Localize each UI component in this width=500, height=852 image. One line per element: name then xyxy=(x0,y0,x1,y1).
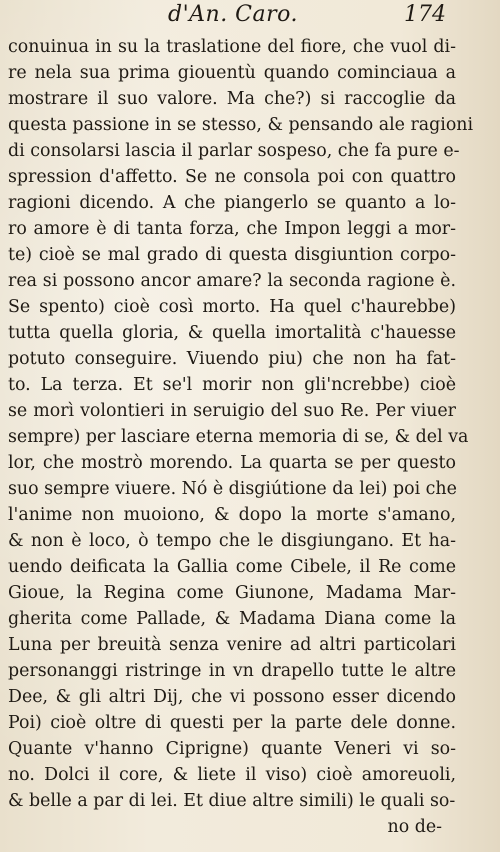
text-line: tutta quella gloria, & quella imortalità c'hauesse xyxy=(8,323,456,343)
text-line: Gioue, la Regina come Giunone, Madama Mar- xyxy=(8,583,456,603)
text-line: Luna per breuità senza venire ad altri particolari xyxy=(8,635,456,655)
text-line: mostrare il suo valore. Ma che?) si raccoglie da xyxy=(8,89,456,109)
text-line: personanggi ristringe in vn drapello tutte le altre xyxy=(8,661,456,681)
text-line: questa passione in se stesso, & pensando ale ragioni xyxy=(8,115,474,135)
text-line: no. Dolci il core, & liete il viso) cioè amoreuoli, xyxy=(8,765,456,785)
text-line: spression d'affetto. Se ne consola poi con quattro xyxy=(8,167,456,187)
text-line: gherita come Pallade, & Madama Diana come la xyxy=(8,609,456,629)
text-line: to. La terza. Et se'l morir non gli'ncrebbe) cioè xyxy=(8,375,456,395)
text-line: Poi) cioè oltre di questi per la parte dele donne. xyxy=(8,713,456,733)
text-line: rea si possono ancor amare? la seconda ragione è. xyxy=(8,271,456,291)
text-line: Dee, & gli altri Dij, che vi possono esser dicendo xyxy=(8,687,456,707)
text-line: uendo deificata la Gallia come Cibele, il Re come xyxy=(8,557,456,577)
text-line: l'anime non muoiono, & dopo la morte s'amano, xyxy=(8,505,456,525)
page-number: 174 xyxy=(404,2,446,27)
text-line: Quante v'hanno Ciprigne) quante Veneri vi so- xyxy=(8,739,456,759)
text-line: ragioni dicendo. A che piangerlo se quanto a lo- xyxy=(8,193,456,213)
text-line: lor, che mostrò morendo. La quarta se per questo xyxy=(8,453,456,473)
running-head: d'An. Caro. xyxy=(168,2,298,27)
text-line: & belle a par di lei. Et diue altre simili) le quali so- xyxy=(8,791,456,811)
text-line: potuto conseguire. Viuendo piu) che non ha fat- xyxy=(8,349,456,369)
text-line: suo sempre viuere. Nó è disgiútione da lei) poi che xyxy=(8,479,457,499)
catchword: no de- xyxy=(387,817,442,837)
text-line: sempre) per lasciare eterna memoria di se, & del va xyxy=(8,427,469,447)
text-line: ro amore è di tanta forza, che Impon leggi a mor- xyxy=(8,219,456,239)
text-line: di consolarsi lascia il parlar sospeso, che fa pure e- xyxy=(8,141,460,161)
text-line: te) cioè se mal grado di questa disgiuntion corpo- xyxy=(8,245,456,265)
text-line: Se spento) cioè così morto. Ha quel c'haurebbe) xyxy=(8,297,456,317)
text-line: conuinua in su la traslatione del fiore, che vuol di- xyxy=(8,37,456,57)
text-line: se morì volontieri in seruigio del suo Re. Per viuer xyxy=(8,401,456,421)
text-line: & non è loco, ò tempo che le disgiungano. Et ha- xyxy=(8,531,456,551)
text-line: re nela sua prima giouentù quando cominciaua a xyxy=(8,63,456,83)
